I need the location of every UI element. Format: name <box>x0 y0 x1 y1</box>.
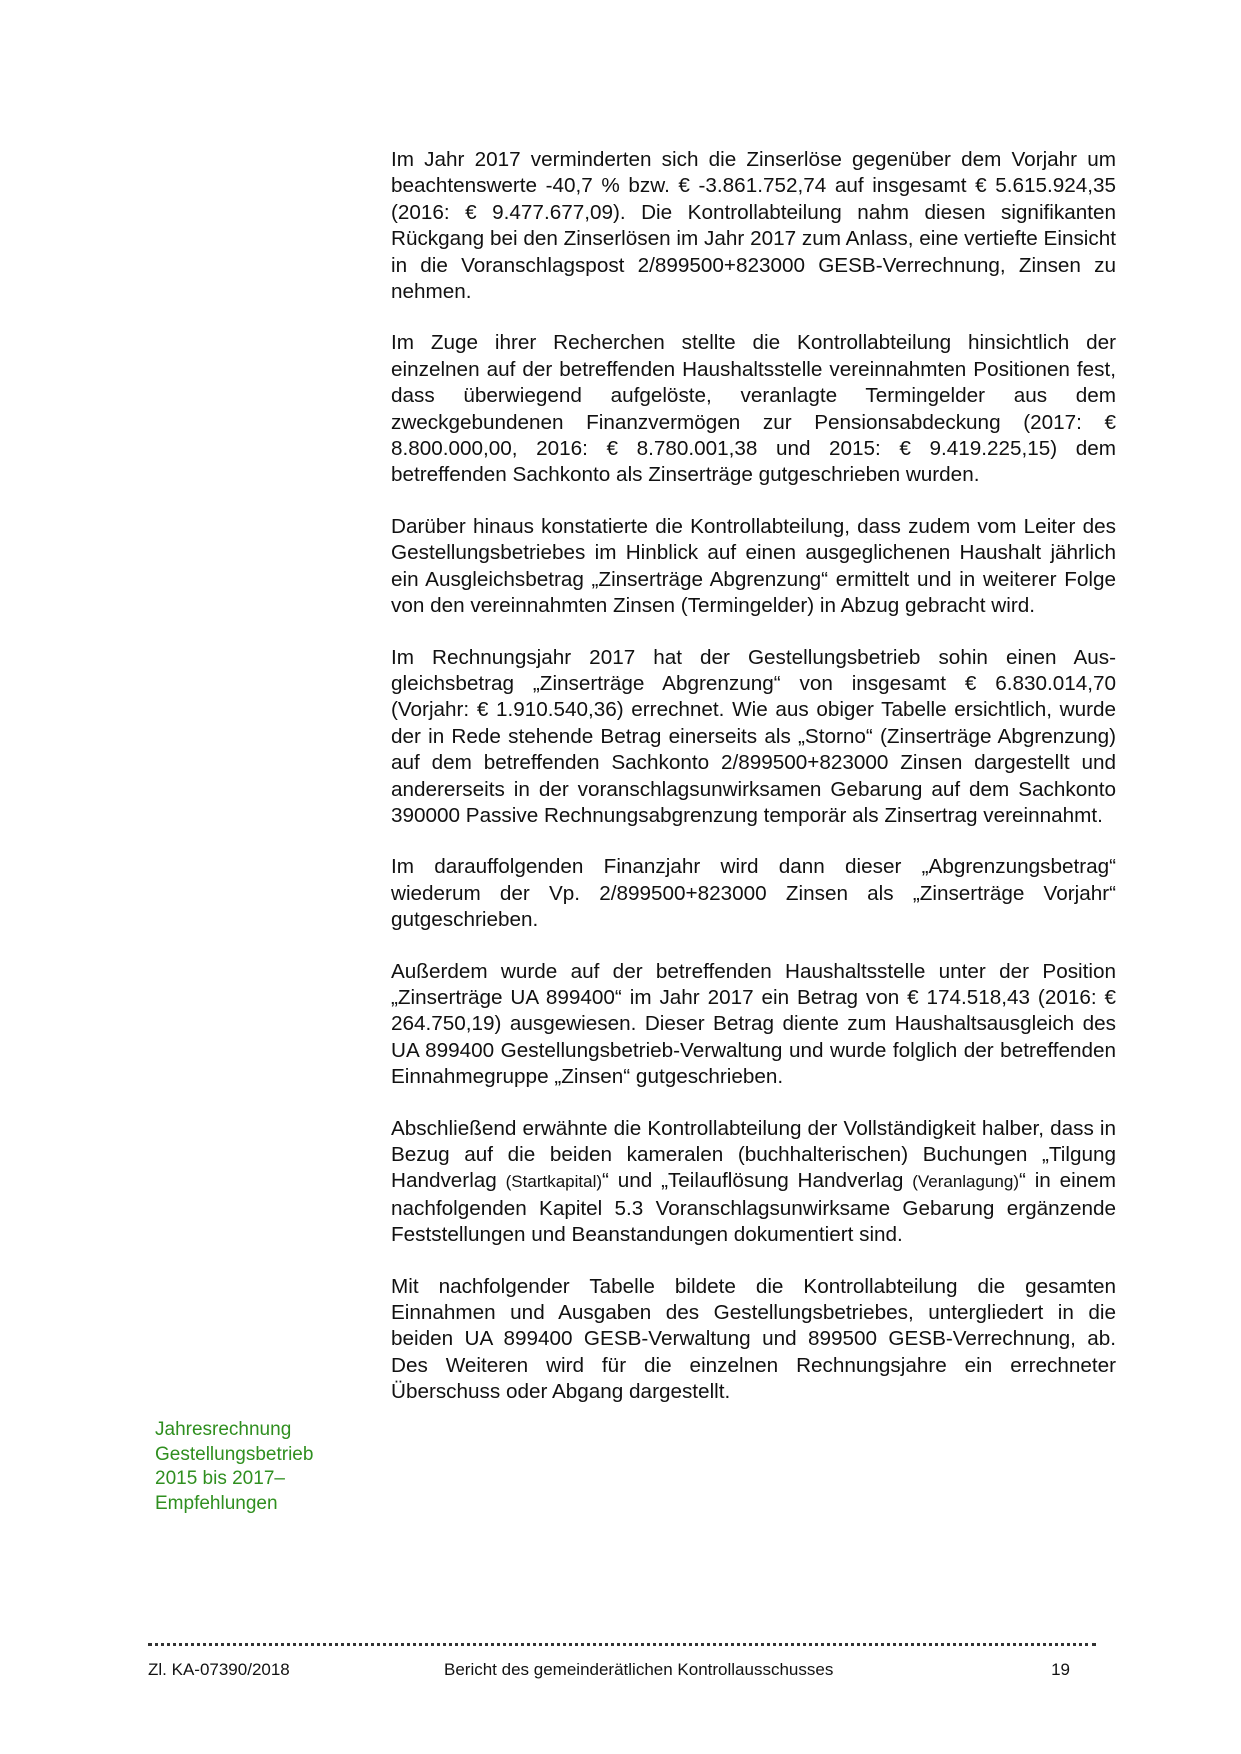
paragraph-tabelle-intro: Mit nachfolgender Tabelle bildete die Kontrollabteilung die gesamten Einnahmen und Ausgaben des Gestellungsbetriebes, untergliedert in die beiden UA 899400 GESB-Verwaltung und 899500 GESB-Verrechnung, ab. Des Weiteren wird für die einzelnen Rechnungsjahre ein errechneter Überschuss oder Abgang dargestellt. <box>391 1274 1116 1404</box>
margin-heading <box>155 1418 345 1516</box>
veranlagung-note: (Veranlagung) <box>912 1172 1019 1192</box>
document-reference: Zl. KA-07390/2018 <box>148 1660 290 1679</box>
paragraph-abschliessend-part-c: “ in einem nachfolgenden Kapitel 5.3 Voranschlagsunwirksame Gebarung ergänzende Feststellungen und Beanstandungen dokumentiert sind. <box>391 1169 1116 1247</box>
margin-heading-line: Empfehlungen <box>155 1492 278 1514</box>
page-number: 19 <box>1051 1660 1070 1679</box>
margin-heading-line: Gestellungsbetrieb <box>155 1443 314 1465</box>
report-title: Bericht des gemeinderätlichen Kontrollausschusses <box>444 1660 834 1679</box>
paragraph-ausgleichsbetrag: Darüber hinaus konstatierte die Kontrollabteilung, dass zudem vom Leiter des Gestellungsbetriebes im Hinblick auf einen ausgeglichenen Haushalt jährlich ein Ausgleichsbetrag „Zinserträge Abgrenzung“ ermittelt und in weiterer Folge von den vereinnahmten Zinsen (Termingelder) in Abzug gebracht wird. <box>391 514 1116 618</box>
main-text <box>391 147 1116 1431</box>
paragraph-abschliessend-part-b: “ und „Teilauflösung Handverlag <box>602 1169 904 1193</box>
paragraph-recherchen: Im Zuge ihrer Recherchen stellte die Kontrollabteilung hinsichtlich der einzelnen auf der betreffenden Haushaltsstelle vereinnahmten Positionen fest, dass überwiegend aufgelöste, veranlagte Termingelder aus dem zweckgebundenen Finanzvermögen zur Pensionsabdeckung (2017: € 8.800.000,00, 2016: € 8.780.001,38 und 2015: € 9.419.225,15) dem betreffenden Sachkonto als Zinserträge gutgeschrieben wurden. <box>391 331 1116 487</box>
paragraph-abschliessend-part-a: Abschließend erwähnte die Kontrollabteilung der Vollständigkeit halber, dass in Bezug auf die beiden kameralen (buchhalterischen) Buchungen „Tilgung Handverlag <box>391 1116 1116 1193</box>
startkapital-note: (Startkapital) <box>505 1172 603 1192</box>
margin-heading-line: 2015 bis 2017– <box>155 1468 285 1489</box>
paragraph-zinserloese: Im Jahr 2017 verminderten sich die Zinserlöse gegenüber dem Vorjahr um beachtenswerte -40,7 % bzw. € -3.861.752,74 auf insgesamt € 5.615.924,35 (2016: € 9.477.677,09). Die Kontrollabteilung nahm diesen signifikanten Rückgang bei den Zinserlösen im Jahr 2017 zum Anlass, eine vertiefte Einsicht in die Voranschlagspost 2/899500+823000 GESB-Verrechnung, Zinsen zu nehmen. <box>391 148 1116 304</box>
paragraph-abschliessend <box>391 1116 1116 1249</box>
margin-heading-line: Jahresrechnung <box>155 1419 292 1440</box>
paragraph-rechnungsjahr-2017: Im Rechnungsjahr 2017 hat der Gestellungsbetrieb sohin einen Ausgleichsbetrag „Zinserträge Abgrenzung“ von insgesamt € 6.830.014,70 (Vorjahr: € 1.910.540,36) errechnet. Wie aus obiger Tabelle ersichtlich, wurde der in Rede stehende Betrag einerseits als „Storno“ (Zinserträge Abgrenzung) auf dem betreffenden Sachkonto 2/899500+823000 Zinsen dargestellt und andererseits in der voranschlagsunwirksamen Gebarung auf dem Sachkonto 390000 Passive Rechnungsabgrenzung temporär als Zinsertrag vereinnahmt. <box>391 645 1116 827</box>
paragraph-abgrenzungsbetrag: Im darauffolgenden Finanzjahr wird dann dieser „Abgrenzungsbetrag“ wiederum der Vp. 2/899500+823000 Zinsen als „Zinserträge Vorjahr“ gutgeschrieben. <box>391 855 1116 932</box>
paragraph-zinsertraege-ua: Außerdem wurde auf der betreffenden Haushaltsstelle unter der Position „Zinserträge UA 899400“ im Jahr 2017 ein Betrag von € 174.518,43 (2016: € 264.750,19) ausgewiesen. Dieser Betrag diente zum Haushaltsausgleich des UA 899400 Gestellungsbetrieb-Verwaltung und wurde folglich der betreffenden Einnahmegruppe „Zinsen“ gutgeschrieben. <box>391 959 1116 1089</box>
footer-divider <box>148 1643 1096 1646</box>
